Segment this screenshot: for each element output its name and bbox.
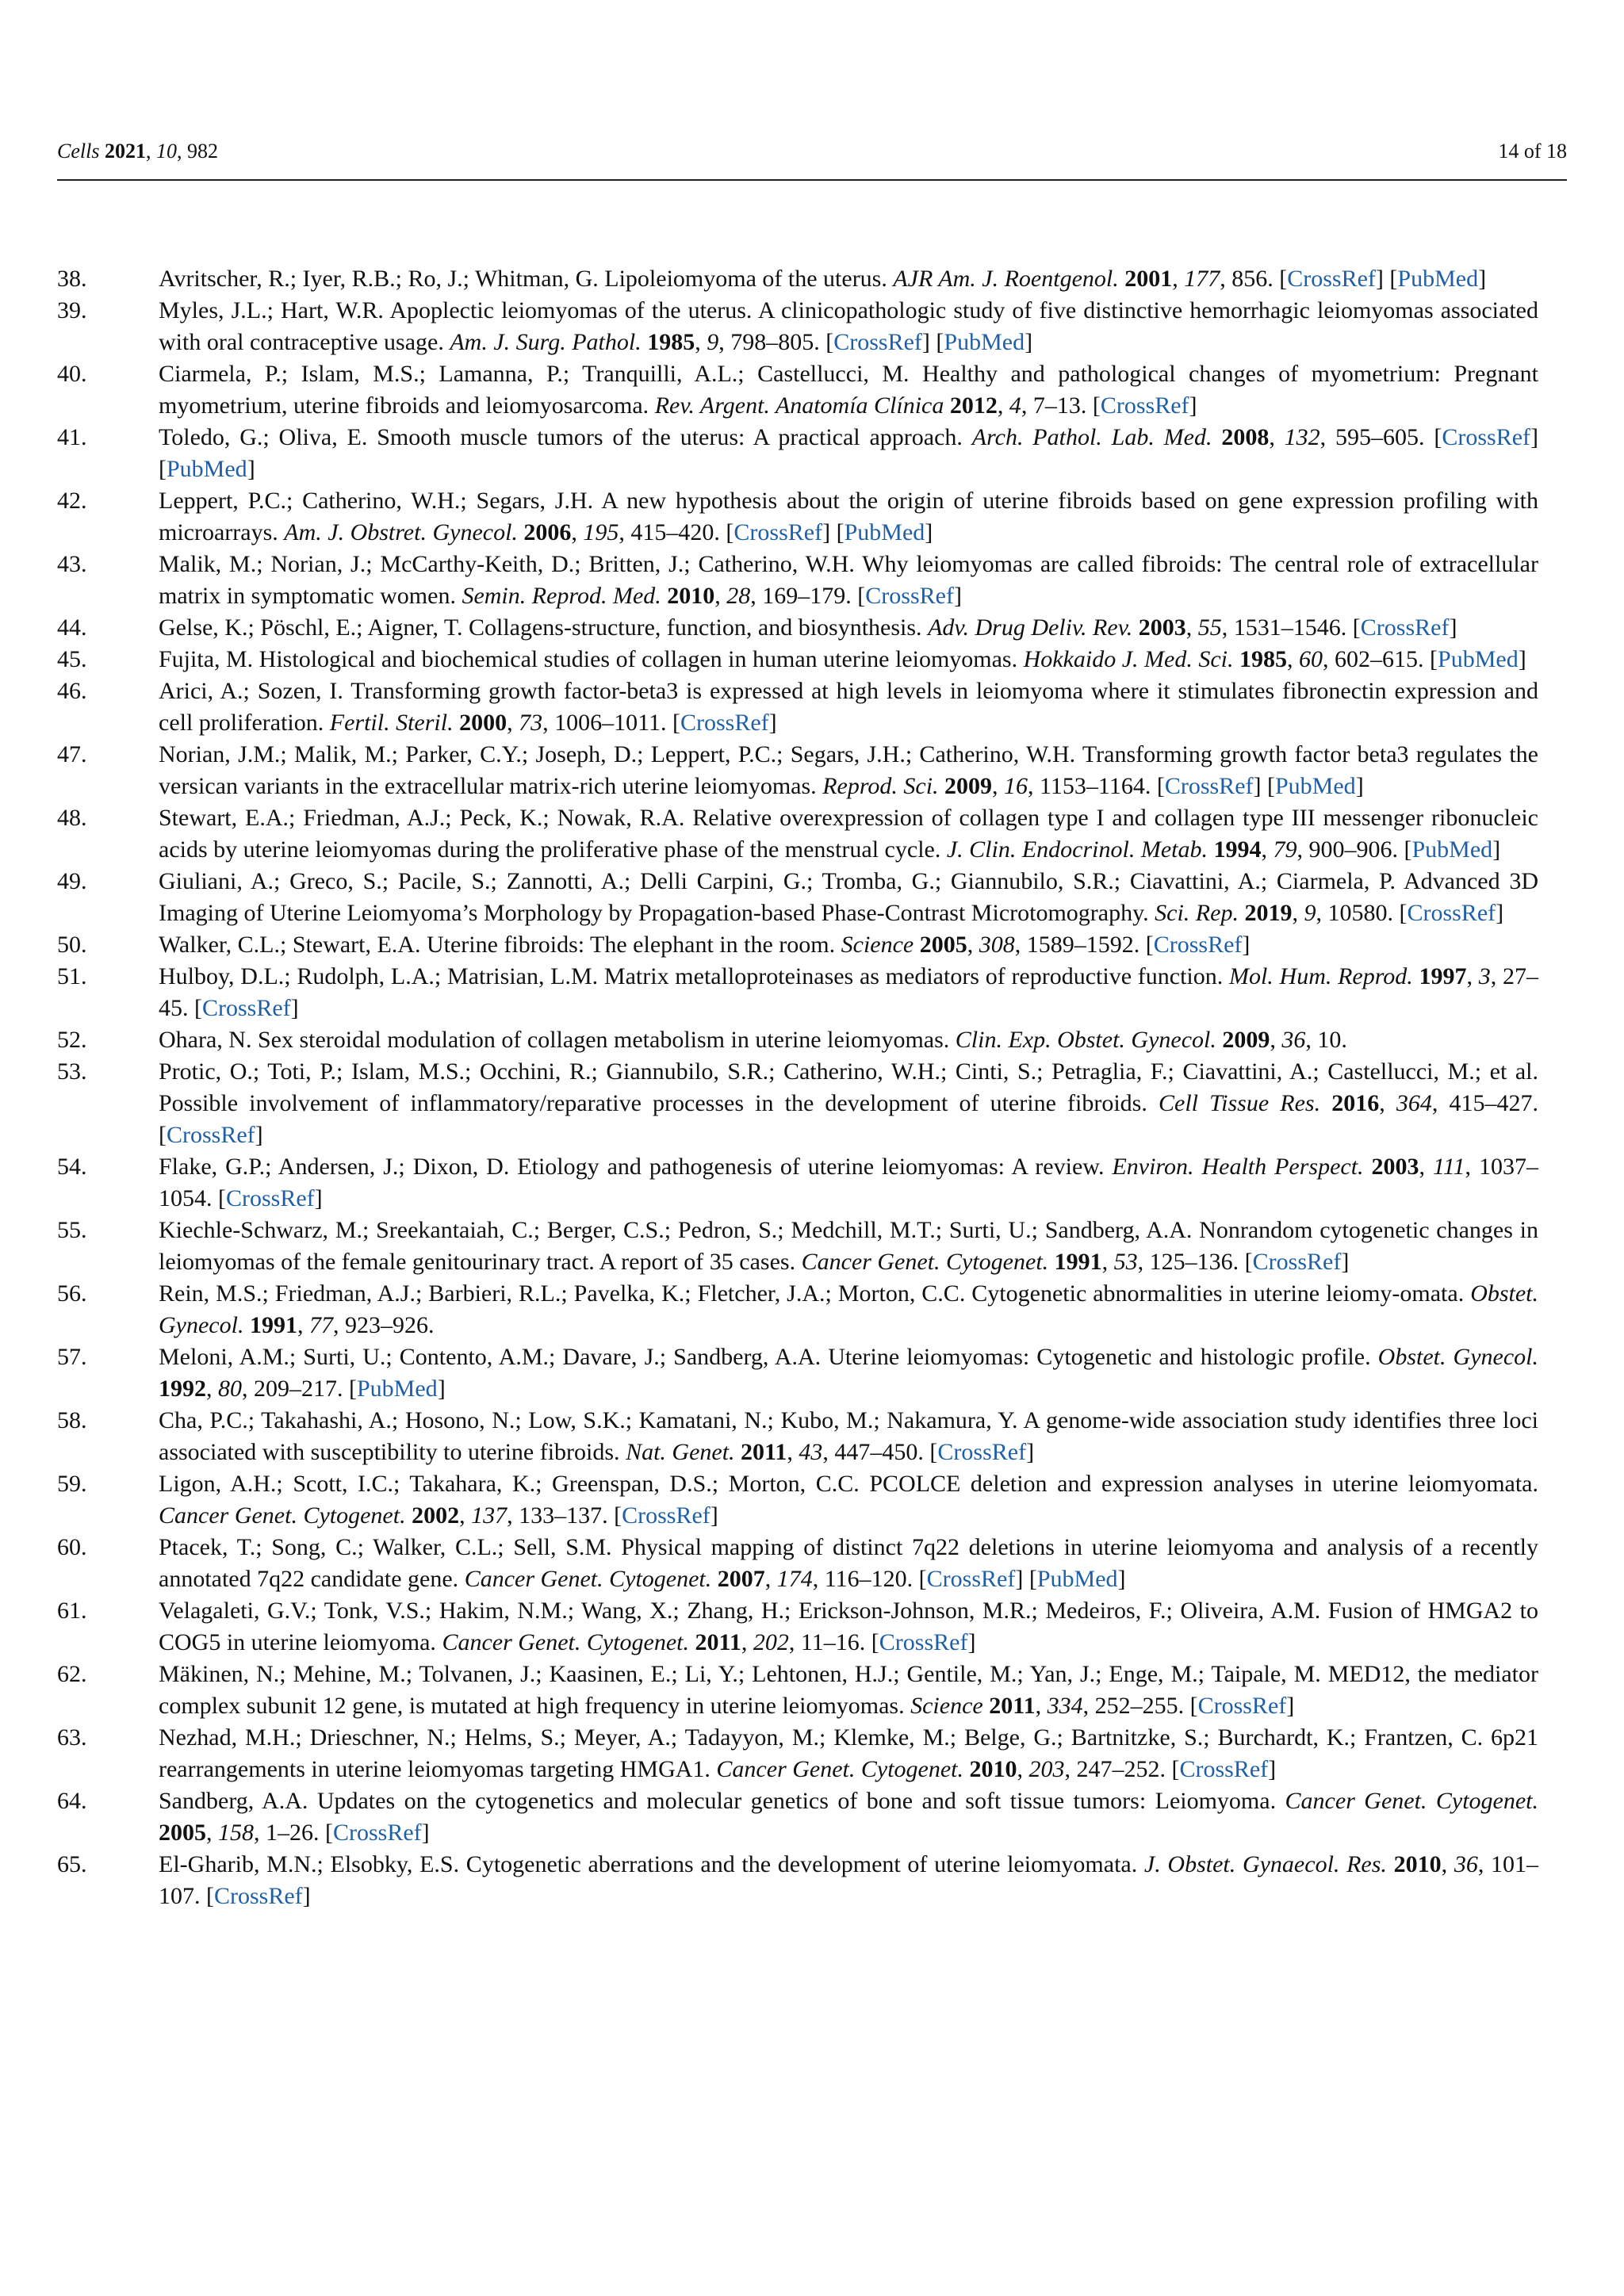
reference-link-crossref[interactable]: CrossRef	[167, 1122, 255, 1148]
reference-journal: Cancer Genet. Cytogenet.	[442, 1629, 690, 1655]
reference-volume: 9	[707, 329, 719, 355]
reference-pages: 209–217.	[254, 1376, 343, 1402]
reference-number: 39.	[57, 297, 87, 323]
reference-item: 48. Stewart, E.A.; Friedman, A.J.; Peck, K.; Nowak, R.A. Relative overexpression of collagen type I and collagen type III messenger ribonucleic acids by uterine leiomyomas during the proliferative phase of the menstrual cycle. J. Clin. Endocrinol. Metab. 1994, 79, 900–906. [PubMed]	[57, 802, 1538, 866]
reference-number: 44.	[57, 614, 87, 641]
reference-volume: 202	[753, 1629, 789, 1655]
reference-year: 2005	[159, 1820, 206, 1846]
reference-number: 50.	[57, 932, 87, 958]
reference-year: 2005	[919, 932, 967, 958]
reference-journal: Rev. Argent. Anatomía Clínica	[654, 392, 944, 419]
reference-volume: 60	[1299, 646, 1323, 672]
reference-number: 60.	[57, 1534, 87, 1560]
reference-number: 49.	[57, 868, 87, 894]
reference-pages: 252–255.	[1094, 1693, 1185, 1719]
reference-volume: 16	[1004, 773, 1028, 799]
reference-volume: 36	[1454, 1851, 1478, 1877]
reference-number: 61.	[57, 1598, 87, 1624]
reference-volume: 308	[979, 932, 1015, 958]
reference-volume: 132	[1284, 424, 1320, 450]
reference-journal: Science	[841, 932, 914, 958]
reference-authors-title: Malik, M.; Norian, J.; McCarthy-Keith, D.; Britten, J.; Catherino, W.H. Why leiomyomas are called fibroids: The central role of extracellular matrix in symptomatic women.	[159, 551, 1538, 609]
reference-authors-title: Fujita, M. Histological and biochemical studies of collagen in human uterine leiomyomas.	[159, 646, 1018, 672]
reference-year: 1997	[1419, 963, 1467, 989]
reference-pages: 798–805.	[730, 329, 820, 355]
reference-volume: 137	[471, 1502, 508, 1529]
reference-item: 54. Flake, G.P.; Andersen, J.; Dixon, D. Etiology and pathogenesis of uterine leiomyomas: A review. Environ. Health Perspect. 2003, 111, 1037–1054. [CrossRef]	[57, 1151, 1538, 1215]
reference-year: 1985	[1239, 646, 1288, 672]
reference-authors-title: Velagaleti, G.V.; Tonk, V.S.; Hakim, N.M.; Wang, X.; Zhang, H.; Erickson-Johnson, M.R.; Medeiros, F.; Oliveira, A.M. Fusion of HMGA2 to COG5 in uterine leiomyoma.	[159, 1598, 1538, 1655]
reference-authors-title: Giuliani, A.; Greco, S.; Pacile, S.; Zannotti, A.; Delli Carpini, G.; Tromba, G.; Giannubilo, S.R.; Ciavattini, A.; Ciarmela, P. Advanced 3D Imaging of Uterine Leiomyoma’s Morphology by Propagation-based Phase-Contrast Microtomography.	[159, 868, 1538, 926]
reference-number: 55.	[57, 1217, 87, 1243]
reference-item: 65. El-Gharib, M.N.; Elsobky, E.S. Cytogenetic aberrations and the development of uterine leiomyomata. J. Obstet. Gynaecol. Res. 2010, 36, 101–107. [CrossRef]	[57, 1849, 1538, 1912]
reference-journal: Nat. Genet.	[626, 1439, 735, 1465]
reference-link-crossref[interactable]: CrossRef	[1442, 424, 1531, 450]
reference-journal: Fertil. Steril.	[329, 710, 454, 736]
reference-authors-title: Rein, M.S.; Friedman, A.J.; Barbieri, R.L.; Pavelka, K.; Fletcher, J.A.; Morton, C.C. Cytogenetic abnormalities in uterine leiomy-omata.	[159, 1280, 1465, 1307]
reference-year: 2008	[1221, 424, 1270, 450]
reference-volume: 3	[1478, 963, 1491, 989]
reference-link-pubmed[interactable]: PubMed	[944, 329, 1025, 355]
reference-number: 53.	[57, 1058, 87, 1085]
reference-journal: Hokkaido J. Med. Sci.	[1023, 646, 1234, 672]
reference-link-pubmed[interactable]: PubMed	[357, 1376, 438, 1402]
reference-link-crossref[interactable]: CrossRef	[1252, 1249, 1342, 1275]
reference-item: 45. Fujita, M. Histological and biochemical studies of collagen in human uterine leiomyomas. Hokkaido J. Med. Sci. 1985, 60, 602–615. [PubMed]	[57, 644, 1538, 675]
reference-number: 46.	[57, 678, 87, 704]
reference-authors-title: Leppert, P.C.; Catherino, W.H.; Segars, J.H. A new hypothesis about the origin of uterine fibroids based on gene expression profiling with microarrays.	[159, 488, 1538, 545]
reference-pages: 11–16.	[800, 1629, 866, 1655]
reference-pages: 900–906.	[1308, 836, 1398, 863]
reference-item: 58. Cha, P.C.; Takahashi, A.; Hosono, N.; Low, S.K.; Kamatani, N.; Kubo, M.; Nakamura, Y. A genome-wide association study identifies three loci associated with susceptibility to uterine fibroids. Nat. Genet. 2011, 43, 447–450. [CrossRef]	[57, 1405, 1538, 1468]
reference-item: 47. Norian, J.M.; Malik, M.; Parker, C.Y.; Joseph, D.; Leppert, P.C.; Segars, J.H.; Catherino, W.H. Transforming growth factor beta3 regulates the versican variants in the extracellular matrix-rich uterine leiomyomas. Reprod. Sci. 2009, 16, 1153–1164. [CrossRef] [PubMed]	[57, 739, 1538, 802]
reference-pages: 602–615.	[1335, 646, 1424, 672]
reference-year: 2002	[412, 1502, 460, 1529]
reference-link-crossref[interactable]: CrossRef	[1164, 773, 1254, 799]
reference-journal: Cancer Genet. Cytogenet.	[1285, 1788, 1539, 1814]
reference-number: 52.	[57, 1027, 87, 1053]
reference-item: 60. Ptacek, T.; Song, C.; Walker, C.L.; Sell, S.M. Physical mapping of distinct 7q22 deletions in uterine leiomyoma and analysis of a recently annotated 7q22 candidate gene. Cancer Genet. Cytogenet. 2007, 174, 116–120. [CrossRef] [PubMed]	[57, 1532, 1538, 1595]
reference-volume: 73	[519, 710, 543, 736]
reference-link-crossref[interactable]: CrossRef	[1179, 1756, 1269, 1782]
reference-year: 2011	[741, 1439, 787, 1465]
reference-number: 58.	[57, 1407, 87, 1433]
reference-item: 59. Ligon, A.H.; Scott, I.C.; Takahara, K.; Greenspan, D.S.; Morton, C.C. PCOLCE deletion and expression analyses in uterine leiomyomata. Cancer Genet. Cytogenet. 2002, 137, 133–137. [CrossRef]	[57, 1468, 1538, 1532]
reference-volume: 9	[1304, 900, 1316, 926]
reference-item: 53. Protic, O.; Toti, P.; Islam, M.S.; Occhini, R.; Giannubilo, S.R.; Catherino, W.H.; Cinti, S.; Petraglia, F.; Ciavattini, A.; Castellucci, M.; et al. Possible involvement of inflammatory/reparative processes in the development of uterine fibroids. Cell Tissue Res. 2016, 364, 415–427. [CrossRef]	[57, 1056, 1538, 1151]
reference-year: 1991	[249, 1312, 297, 1338]
reference-year: 2010	[1393, 1851, 1442, 1877]
reference-journal: Obstet. Gynecol.	[1377, 1344, 1538, 1370]
reference-year: 2000	[459, 710, 508, 736]
reference-authors-title: Ciarmela, P.; Islam, M.S.; Lamanna, P.; Tranquilli, A.L.; Castellucci, M. Healthy and pathological changes of myometrium: Pregnant myometrium, uterine fibroids and leiomyosarcoma.	[159, 361, 1538, 419]
reference-item: 49. Giuliani, A.; Greco, S.; Pacile, S.; Zannotti, A.; Delli Carpini, G.; Tromba, G.; Giannubilo, S.R.; Ciavattini, A.; Ciarmela, P. Advanced 3D Imaging of Uterine Leiomyoma’s Morphology by Propagation-based Phase-Contrast Microtomography. Sci. Rep. 2019, 9, 10580. [CrossRef]	[57, 866, 1538, 929]
reference-item: 41. Toledo, G.; Oliva, E. Smooth muscle tumors of the uterus: A practical approach. Arch. Pathol. Lab. Med. 2008, 132, 595–605. [CrossRef] [PubMed]	[57, 422, 1538, 485]
reference-authors-title: Protic, O.; Toti, P.; Islam, M.S.; Occhini, R.; Giannubilo, S.R.; Catherino, W.H.; Cinti, S.; Petraglia, F.; Ciavattini, A.; Castellucci, M.; et al. Possible involvement of inflammatory/reparative processes in the development of uterine fibroids.	[159, 1058, 1538, 1116]
reference-link-crossref[interactable]: CrossRef	[214, 1883, 303, 1909]
reference-link-pubmed[interactable]: PubMed	[1397, 266, 1479, 292]
reference-authors-title: Walker, C.L.; Stewart, E.A. Uterine fibroids: The elephant in the room.	[159, 932, 836, 958]
reference-pages: 856.	[1231, 266, 1274, 292]
reference-item: 50. Walker, C.L.; Stewart, E.A. Uterine fibroids: The elephant in the room. Science 2005, 308, 1589–1592. [CrossRef]	[57, 929, 1538, 961]
reference-volume: 36	[1281, 1027, 1306, 1053]
reference-list	[57, 263, 1538, 1912]
reference-year: 2009	[1222, 1027, 1270, 1053]
reference-journal: Mol. Hum. Reprod.	[1228, 963, 1413, 989]
reference-link-crossref[interactable]: CrossRef	[1407, 900, 1496, 926]
reference-volume: 55	[1197, 614, 1222, 641]
reference-pages: 1037–1054.	[159, 1154, 1538, 1211]
reference-number: 42.	[57, 488, 87, 514]
reference-year: 2006	[523, 519, 572, 545]
reference-journal: Adv. Drug Deliv. Rev.	[928, 614, 1133, 641]
reference-journal: Am. J. Surg. Pathol.	[450, 329, 642, 355]
reference-link-pubmed[interactable]: PubMed	[1275, 773, 1356, 799]
reference-pages: 27–45.	[159, 963, 1539, 1021]
reference-link-crossref[interactable]: CrossRef	[926, 1566, 1016, 1592]
reference-authors-title: Arici, A.; Sozen, I. Transforming growth factor-beta3 is expressed at high levels in leiomyoma where it stimulates fibronectin expression and cell proliferation.	[159, 678, 1538, 736]
reference-volume: 158	[218, 1820, 254, 1846]
reference-year: 1994	[1213, 836, 1262, 863]
reference-number: 43.	[57, 551, 87, 577]
reference-number: 38.	[57, 266, 87, 292]
reference-year: 2003	[1138, 614, 1186, 641]
journal-citation: Cells 2021, 10, 982	[57, 140, 218, 163]
reference-number: 62.	[57, 1661, 87, 1687]
reference-link-crossref[interactable]: CrossRef	[733, 519, 823, 545]
reference-year: 1985	[647, 329, 695, 355]
reference-item: 56. Rein, M.S.; Friedman, A.J.; Barbieri, R.L.; Pavelka, K.; Fletcher, J.A.; Morton, C.C. Cytogenetic abnormalities in uterine leiomy-omata. Obstet. Gynecol. 1991, 77, 923–926.	[57, 1278, 1538, 1341]
reference-volume: 334	[1047, 1693, 1083, 1719]
reference-volume: 174	[776, 1566, 813, 1592]
reference-authors-title: Gelse, K.; Pöschl, E.; Aigner, T. Collagens-structure, function, and biosynthesis.	[159, 614, 922, 641]
reference-year: 2016	[1331, 1090, 1380, 1116]
reference-journal: Environ. Health Perspect.	[1112, 1154, 1364, 1180]
article-number: 982	[186, 140, 218, 163]
reference-number: 56.	[57, 1280, 87, 1307]
reference-number: 48.	[57, 805, 87, 831]
reference-year: 2010	[969, 1756, 1017, 1782]
reference-journal: Cancer Genet. Cytogenet.	[464, 1566, 712, 1592]
reference-link-pubmed[interactable]: PubMed	[1438, 646, 1519, 672]
reference-volume: 77	[308, 1312, 333, 1338]
reference-authors-title: Sandberg, A.A. Updates on the cytogenetics and molecular genetics of bone and soft tissue tumors: Leiomyoma.	[159, 1788, 1277, 1814]
reference-journal: Semin. Reprod. Med.	[462, 583, 661, 609]
reference-link-crossref[interactable]: CrossRef	[1287, 266, 1376, 292]
reference-year: 2001	[1124, 266, 1173, 292]
reference-pages: 923–926.	[344, 1312, 435, 1338]
reference-item: 40. Ciarmela, P.; Islam, M.S.; Lamanna, P.; Tranquilli, A.L.; Castellucci, M. Healthy and pathological changes of myometrium: Pregnant myometrium, uterine fibroids and leiomyosarcoma. Rev. Argent. Anatomía Clínica 2012, 4, 7–13. [CrossRef]	[57, 358, 1538, 422]
reference-pages: 133–137.	[519, 1502, 608, 1529]
reference-link-crossref[interactable]: CrossRef	[202, 995, 291, 1021]
reference-pages: 247–252.	[1076, 1756, 1166, 1782]
reference-pages: 415–420.	[630, 519, 720, 545]
reference-pages: 169–179.	[762, 583, 852, 609]
reference-volume: 43	[799, 1439, 823, 1465]
reference-volume: 203	[1028, 1756, 1065, 1782]
reference-pages: 7–13.	[1032, 392, 1087, 419]
reference-number: 41.	[57, 424, 87, 450]
reference-number: 59.	[57, 1471, 87, 1497]
reference-authors-title: Ligon, A.H.; Scott, I.C.; Takahara, K.; Greenspan, D.S.; Morton, C.C. PCOLCE deletion and expression analyses in uterine leiomyomata.	[159, 1471, 1538, 1497]
reference-item: 55. Kiechle-Schwarz, M.; Sreekantaiah, C.; Berger, C.S.; Pedron, S.; Medchill, M.T.; Surti, U.; Sandberg, A.A. Nonrandom cytogenetic changes in leiomyomas of the female genitourinary tract. A report of 35 cases. Cancer Genet. Cytogenet. 1991, 53, 125–136. [CrossRef]	[57, 1215, 1538, 1278]
reference-volume: 111	[1432, 1154, 1465, 1180]
reference-year: 2011	[695, 1629, 741, 1655]
reference-year: 2012	[949, 392, 998, 419]
reference-item: 51. Hulboy, D.L.; Rudolph, L.A.; Matrisian, L.M. Matrix metalloproteinases as mediators of reproductive function. Mol. Hum. Reprod. 1997, 3, 27–45. [CrossRef]	[57, 961, 1538, 1024]
reference-pages: 1589–1592.	[1026, 932, 1140, 958]
reference-authors-title: Nezhad, M.H.; Drieschner, N.; Helms, S.; Meyer, A.; Tadayyon, M.; Klemke, M.; Belge, G.; Bartnitzke, S.; Burchardt, K.; Frantzen, C. 6p21 rearrangements in uterine leiomyomas targeting HMGA1.	[159, 1724, 1538, 1782]
reference-number: 54.	[57, 1154, 87, 1180]
reference-year: 2010	[667, 583, 715, 609]
reference-journal: Am. J. Obstret. Gynecol.	[284, 519, 518, 545]
reference-volume: 53	[1113, 1249, 1138, 1275]
reference-link-crossref[interactable]: CrossRef	[865, 583, 954, 609]
reference-item: 57. Meloni, A.M.; Surti, U.; Contento, A.M.; Davare, J.; Sandberg, A.A. Uterine leiomyomas: Cytogenetic and histologic profile. Obstet. Gynecol. 1992, 80, 209–217. [PubMed]	[57, 1341, 1538, 1405]
reference-item: 43. Malik, M.; Norian, J.; McCarthy-Keith, D.; Britten, J.; Catherino, W.H. Why leiomyomas are called fibroids: The central role of extracellular matrix in symptomatic women. Semin. Reprod. Med. 2010, 28, 169–179. [CrossRef]	[57, 549, 1538, 612]
reference-link-crossref[interactable]: CrossRef	[1197, 1693, 1287, 1719]
reference-pages: 415–427.	[1449, 1090, 1539, 1116]
reference-journal: Clin. Exp. Obstet. Gynecol.	[955, 1027, 1216, 1053]
reference-number: 40.	[57, 361, 87, 387]
reference-pages: 1531–1546.	[1233, 614, 1347, 641]
reference-pages: 447–450.	[834, 1439, 924, 1465]
reference-year: 2019	[1244, 900, 1293, 926]
reference-item: 42. Leppert, P.C.; Catherino, W.H.; Segars, J.H. A new hypothesis about the origin of uterine fibroids based on gene expression profiling with microarrays. Am. J. Obstret. Gynecol. 2006, 195, 415–420. [CrossRef] [PubMed]	[57, 485, 1538, 549]
reference-journal: Cancer Genet. Cytogenet.	[801, 1249, 1049, 1275]
reference-pages: 1006–1011.	[554, 710, 667, 736]
reference-authors-title: Avritscher, R.; Iyer, R.B.; Ro, J.; Whitman, G. Lipoleiomyoma of the uterus.	[159, 266, 887, 292]
reference-number: 47.	[57, 741, 87, 767]
reference-year: 1992	[159, 1376, 206, 1402]
reference-pages: 116–120.	[824, 1566, 914, 1592]
reference-number: 57.	[57, 1344, 87, 1370]
reference-pages: 595–605.	[1335, 424, 1425, 450]
journal-volume: 10	[155, 140, 177, 163]
reference-journal: J. Clin. Endocrinol. Metab.	[946, 836, 1208, 863]
reference-authors-title: Mäkinen, N.; Mehine, M.; Tolvanen, J.; Kaasinen, E.; Li, Y.; Lehtonen, H.J.; Gentile, M.; Yan, J.; Enge, M.; Taipale, M. MED12, the mediator complex subunit 12 gene, is mutated at high frequency in uterine leiomyomas.	[159, 1661, 1538, 1719]
reference-volume: 80	[218, 1376, 242, 1402]
reference-item: 62. Mäkinen, N.; Mehine, M.; Tolvanen, J.; Kaasinen, E.; Li, Y.; Lehtonen, H.J.; Gentile, M.; Yan, J.; Enge, M.; Taipale, M. MED12, the mediator complex subunit 12 gene, is mutated at high frequency in uterine leiomyomas. Science 2011, 334, 252–255. [CrossRef]	[57, 1659, 1538, 1722]
reference-item: 52. Ohara, N. Sex steroidal modulation of collagen metabolism in uterine leiomyomas. Clin. Exp. Obstet. Gynecol. 2009, 36, 10.	[57, 1024, 1538, 1056]
running-header	[57, 140, 1567, 181]
reference-journal: Science	[910, 1693, 983, 1719]
journal-name: Cells	[57, 140, 100, 163]
reference-year: 2009	[944, 773, 993, 799]
reference-volume: 364	[1396, 1090, 1432, 1116]
reference-year: 2003	[1371, 1154, 1419, 1180]
reference-link-crossref[interactable]: CrossRef	[333, 1820, 422, 1846]
reference-volume: 195	[583, 519, 619, 545]
reference-link-pubmed[interactable]: PubMed	[1411, 836, 1493, 863]
reference-number: 45.	[57, 646, 87, 672]
reference-authors-title: Flake, G.P.; Andersen, J.; Dixon, D. Etiology and pathogenesis of uterine leiomyomas: A review.	[159, 1154, 1105, 1180]
reference-journal: J. Obstet. Gynaecol. Res.	[1143, 1851, 1387, 1877]
reference-pages: 101–107.	[159, 1851, 1539, 1909]
journal-year: 2021	[104, 140, 146, 163]
page-number: 14 of 18	[1498, 140, 1567, 163]
reference-link-crossref[interactable]: CrossRef	[226, 1185, 315, 1211]
reference-journal: Sci. Rep.	[1155, 900, 1239, 926]
reference-link-pubmed[interactable]: PubMed	[844, 519, 925, 545]
reference-authors-title: El-Gharib, M.N.; Elsobky, E.S. Cytogenetic aberrations and the development of uterine leiomyomata.	[159, 1851, 1138, 1877]
reference-authors-title: Myles, J.L.; Hart, W.R. Apoplectic leiomyomas of the uterus. A clinicopathologic study of five distinctive hemorrhagic leiomyomas associated with oral contraceptive usage.	[159, 297, 1538, 355]
reference-journal: Cancer Genet. Cytogenet.	[716, 1756, 963, 1782]
reference-authors-title: Norian, J.M.; Malik, M.; Parker, C.Y.; Joseph, D.; Leppert, P.C.; Segars, J.H.; Catherino, W.H. Transforming growth factor beta3 regulates the versican variants in the extracellular matrix-rich uterine leiomyomas.	[159, 741, 1538, 799]
reference-journal: AJR Am. J. Roentgenol.	[893, 266, 1119, 292]
reference-year: 1991	[1054, 1249, 1102, 1275]
reference-number: 51.	[57, 963, 87, 989]
reference-authors-title: Hulboy, D.L.; Rudolph, L.A.; Matrisian, L.M. Matrix metalloproteinases as mediators of reproductive function.	[159, 963, 1224, 989]
reference-volume: 79	[1273, 836, 1297, 863]
reference-year: 2011	[989, 1693, 1036, 1719]
reference-link-crossref[interactable]: CrossRef	[937, 1439, 1027, 1465]
reference-item: 46. Arici, A.; Sozen, I. Transforming growth factor-beta3 is expressed at high levels in leiomyoma where it stimulates fibronectin expression and cell proliferation. Fertil. Steril. 2000, 73, 1006–1011. [CrossRef]	[57, 675, 1538, 739]
reference-authors-title: Cha, P.C.; Takahashi, A.; Hosono, N.; Low, S.K.; Kamatani, N.; Kubo, M.; Nakamura, Y. A genome-wide association study identifies three loci associated with susceptibility to uterine fibroids.	[159, 1407, 1538, 1465]
reference-authors-title: Toledo, G.; Oliva, E. Smooth muscle tumors of the uterus: A practical approach.	[159, 424, 963, 450]
reference-item: 44. Gelse, K.; Pöschl, E.; Aigner, T. Collagens-structure, function, and biosynthesis. Adv. Drug Deliv. Rev. 2003, 55, 1531–1546. [CrossRef]	[57, 612, 1538, 644]
reference-volume: 4	[1009, 392, 1021, 419]
reference-authors-title: Meloni, A.M.; Surti, U.; Contento, A.M.; Davare, J.; Sandberg, A.A. Uterine leiomyomas: Cytogenetic and histologic profile.	[159, 1344, 1371, 1370]
reference-item: 63. Nezhad, M.H.; Drieschner, N.; Helms, S.; Meyer, A.; Tadayyon, M.; Klemke, M.; Belge, G.; Bartnitzke, S.; Burchardt, K.; Frantzen, C. 6p21 rearrangements in uterine leiomyomas targeting HMGA1. Cancer Genet. Cytogenet. 2010, 203, 247–252. [CrossRef]	[57, 1722, 1538, 1785]
reference-pages: 125–136.	[1149, 1249, 1239, 1275]
reference-link-crossref[interactable]: CrossRef	[879, 1629, 968, 1655]
reference-number: 65.	[57, 1851, 87, 1877]
reference-journal: Reprod. Sci.	[822, 773, 939, 799]
reference-journal: Arch. Pathol. Lab. Med.	[971, 424, 1212, 450]
reference-volume: 177	[1184, 266, 1220, 292]
reference-link-pubmed[interactable]: PubMed	[1036, 1566, 1118, 1592]
reference-pages: 1153–1164.	[1040, 773, 1151, 799]
reference-link-crossref[interactable]: CrossRef	[1153, 932, 1243, 958]
reference-number: 63.	[57, 1724, 87, 1751]
reference-journal: Obstet. Gynecol.	[159, 1280, 1539, 1338]
reference-authors-title: Ohara, N. Sex steroidal modulation of collagen metabolism in uterine leiomyomas.	[159, 1027, 950, 1053]
reference-journal: Cell Tissue Res.	[1159, 1090, 1321, 1116]
reference-authors-title: Stewart, E.A.; Friedman, A.J.; Peck, K.; Nowak, R.A. Relative overexpression of collagen type I and collagen type III messenger ribonucleic acids by uterine leiomyomas during the proliferative phase of the menstrual cycle.	[159, 805, 1538, 863]
reference-number: 64.	[57, 1788, 87, 1814]
reference-item: 61. Velagaleti, G.V.; Tonk, V.S.; Hakim, N.M.; Wang, X.; Zhang, H.; Erickson-Johnson, M.R.; Medeiros, F.; Oliveira, A.M. Fusion of HMGA2 to COG5 in uterine leiomyoma. Cancer Genet. Cytogenet. 2011, 202, 11–16. [CrossRef]	[57, 1595, 1538, 1659]
reference-link-crossref[interactable]: CrossRef	[1100, 392, 1189, 419]
reference-pages: 10.	[1317, 1027, 1347, 1053]
reference-item: 38. Avritscher, R.; Iyer, R.B.; Ro, J.; Whitman, G. Lipoleiomyoma of the uterus. AJR Am. J. Roentgenol. 2001, 177, 856. [CrossRef] [PubMed]	[57, 263, 1538, 295]
reference-authors-title: Ptacek, T.; Song, C.; Walker, C.L.; Sell, S.M. Physical mapping of distinct 7q22 deletions in uterine leiomyoma and analysis of a recently annotated 7q22 candidate gene.	[159, 1534, 1538, 1592]
reference-item: 64. Sandberg, A.A. Updates on the cytogenetics and molecular genetics of bone and soft tissue tumors: Leiomyoma. Cancer Genet. Cytogenet. 2005, 158, 1–26. [CrossRef]	[57, 1785, 1538, 1849]
reference-volume: 28	[726, 583, 751, 609]
reference-pages: 10580.	[1327, 900, 1393, 926]
reference-journal: Cancer Genet. Cytogenet.	[159, 1502, 406, 1529]
reference-link-crossref[interactable]: CrossRef	[1360, 614, 1450, 641]
reference-link-crossref[interactable]: CrossRef	[680, 710, 769, 736]
reference-authors-title: Kiechle-Schwarz, M.; Sreekantaiah, C.; Berger, C.S.; Pedron, S.; Medchill, M.T.; Surti, U.; Sandberg, A.A. Nonrandom cytogenetic changes in leiomyomas of the female genitourinary tract. A report of 35 cases.	[159, 1217, 1538, 1275]
reference-link-pubmed[interactable]: PubMed	[167, 456, 247, 482]
reference-pages: 1–26.	[266, 1820, 320, 1846]
reference-year: 2007	[717, 1566, 765, 1592]
reference-item: 39. Myles, J.L.; Hart, W.R. Apoplectic leiomyomas of the uterus. A clinicopathologic study of five distinctive hemorrhagic leiomyomas associated with oral contraceptive usage. Am. J. Surg. Pathol. 1985, 9, 798–805. [CrossRef] [PubMed]	[57, 295, 1538, 358]
reference-link-crossref[interactable]: CrossRef	[833, 329, 922, 355]
reference-link-crossref[interactable]: CrossRef	[622, 1502, 710, 1529]
